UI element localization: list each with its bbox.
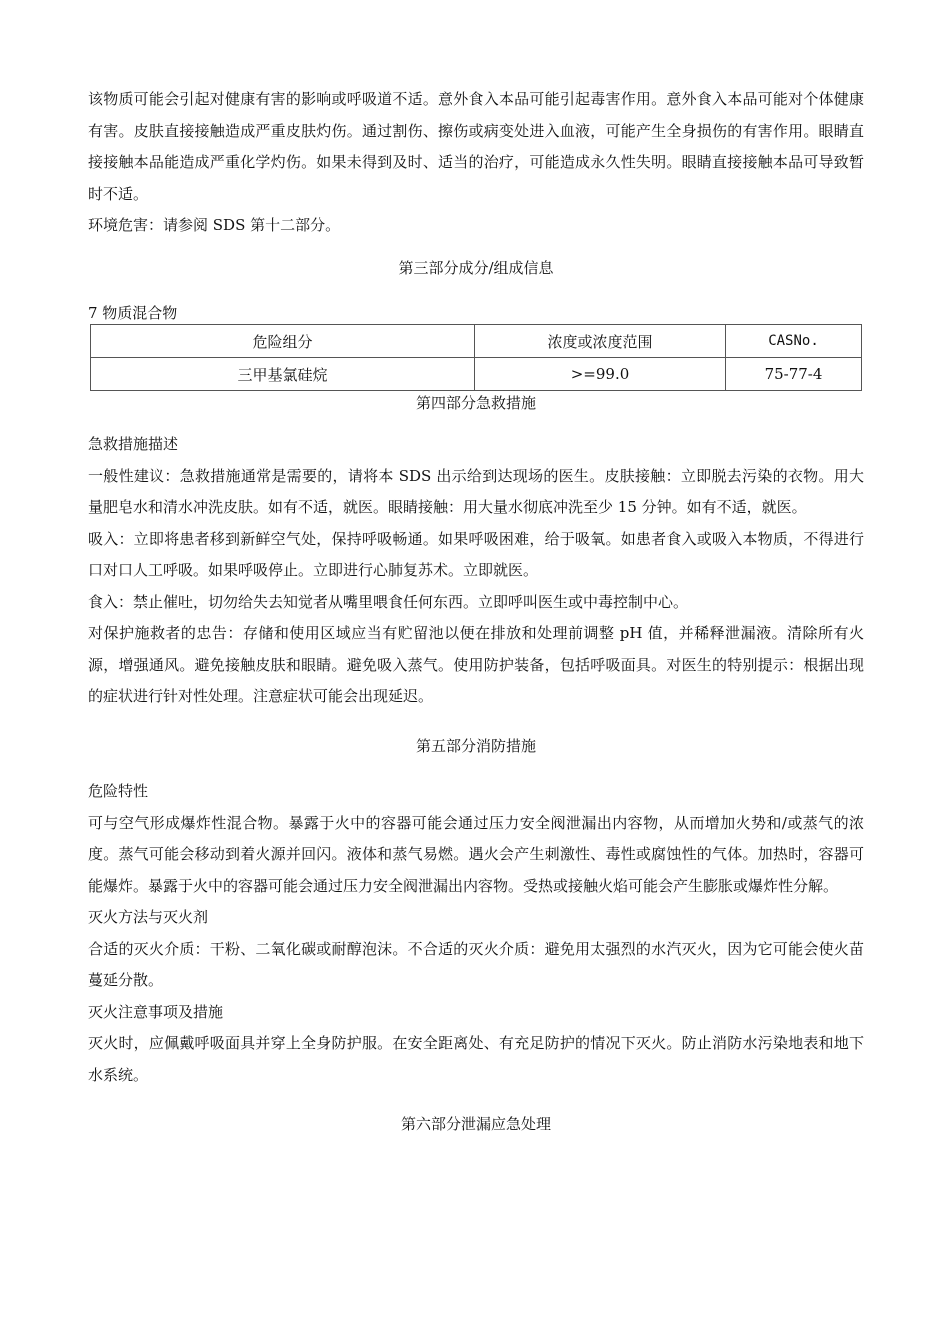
table-cell: 75-77-4 bbox=[726, 358, 862, 391]
table-header-cell: 浓度或浓度范围 bbox=[475, 325, 726, 358]
table-cell: 三甲基氯硅烷 bbox=[91, 358, 475, 391]
health-hazard-text: 该物质可能会引起对健康有害的影响或呼吸道不适。意外食入本品可能引起毒害作用。意外食入本品可能对个体健康有害。皮肤直接接触造成严重皮肤灼伤。通过割伤、擦伤或病变处进入血液，可能产生全身损伤的有害作用。眼睛直接接触本品能造成严重化学灼伤。如果未得到及时、适当的治疗，可能造成永久性失明。眼睛直接接触本品可导致暂时不适。 bbox=[88, 90, 864, 203]
section-6-title: 第六部分泄漏应急处理 bbox=[400, 1115, 551, 1133]
table-cell: >=99.0 bbox=[475, 358, 726, 391]
first-aid-subtitle: 急救措施描述 bbox=[88, 435, 179, 453]
table-row bbox=[91, 358, 862, 391]
section-4-title: 第四部分急救措施 bbox=[415, 394, 536, 412]
table-header-row bbox=[91, 325, 862, 358]
extinguish-method-subtitle: 灭火方法与灭火剂 bbox=[88, 908, 209, 926]
first-aid-ingestion: 食入：禁止催吐，切勿给失去知觉者从嘴里喂食任何东西。立即呼叫医生或中毒控制中心。 bbox=[88, 592, 689, 611]
section-5-title: 第五部分消防措施 bbox=[415, 736, 536, 755]
first-aid-general: 一般性建议：急救措施通常是需要的，请将本 SDS 出示给到达现场的医生。皮肤接触：立即脱去污染的衣物。用大量肥皂水和清水冲洗皮肤。如有不适，就医。眼睛接触：用大量水彻底冲洗至少 15 分钟。如有不适，就医。 bbox=[88, 466, 864, 516]
document-page bbox=[88, 84, 864, 1141]
composition-table bbox=[90, 324, 862, 391]
fire-hazard-subtitle: 危险特性 bbox=[88, 782, 149, 800]
firefighting-notes-subtitle: 灭火注意事项及措施 bbox=[88, 1002, 224, 1021]
section-3-title: 第三部分成分/组成信息 bbox=[398, 258, 554, 277]
first-aid-inhalation: 吸入：立即将患者移到新鲜空气处，保持呼吸畅通。如果呼吸困难，给于吸氧。如患者食入或吸入本物质，不得进行口对口人工呼吸。如果呼吸停止。立即进行心肺复苏术。立即就医。 bbox=[88, 529, 864, 579]
environmental-hazard-text: 环境危害：请参阅 SDS 第十二部分。 bbox=[88, 216, 341, 234]
fire-hazard-text: 可与空气形成爆炸性混合物。暴露于火中的容器可能会通过压力安全阀泄漏出内容物，从而增加火势和/或蒸气的浓度。蒸气可能会移动到着火源并回闪。液体和蒸气易燃。遇火会产生刺激性、毒性或腐蚀性的气体。加热时，容器可能爆炸。暴露于火中的容器可能会通过压力安全阀泄漏出内容物。受热或接触火焰可能会产生膨胀或爆炸性分解。 bbox=[88, 813, 864, 895]
table-header-cell: 危险组分 bbox=[91, 325, 475, 358]
extinguish-method-text: 合适的灭火介质：干粉、二氧化碳或耐醇泡沫。不合适的灭火介质：避免用太强烈的水汽灭火，因为它可能会使火苗蔓延分散。 bbox=[88, 939, 864, 989]
mixture-label: 7 物质混合物 bbox=[88, 304, 178, 322]
first-aid-rescuer-advice: 对保护施救者的忠告：存储和使用区域应当有贮留池以便在排放和处理前调整 pH 值，并稀释泄漏液。清除所有火源，增强通风。避免接触皮肤和眼睛。避免吸入蒸气。使用防护装备，包括呼吸面具。对医生的特别提示：根据出现的症状进行针对性处理。注意症状可能会出现延迟。 bbox=[88, 624, 864, 705]
table-header-cell: CASNo. bbox=[726, 325, 862, 358]
firefighting-notes-text: 灭火时，应佩戴呼吸面具并穿上全身防护服。在安全距离处、有充足防护的情况下灭火。防止消防水污染地表和地下水系统。 bbox=[88, 1034, 864, 1084]
